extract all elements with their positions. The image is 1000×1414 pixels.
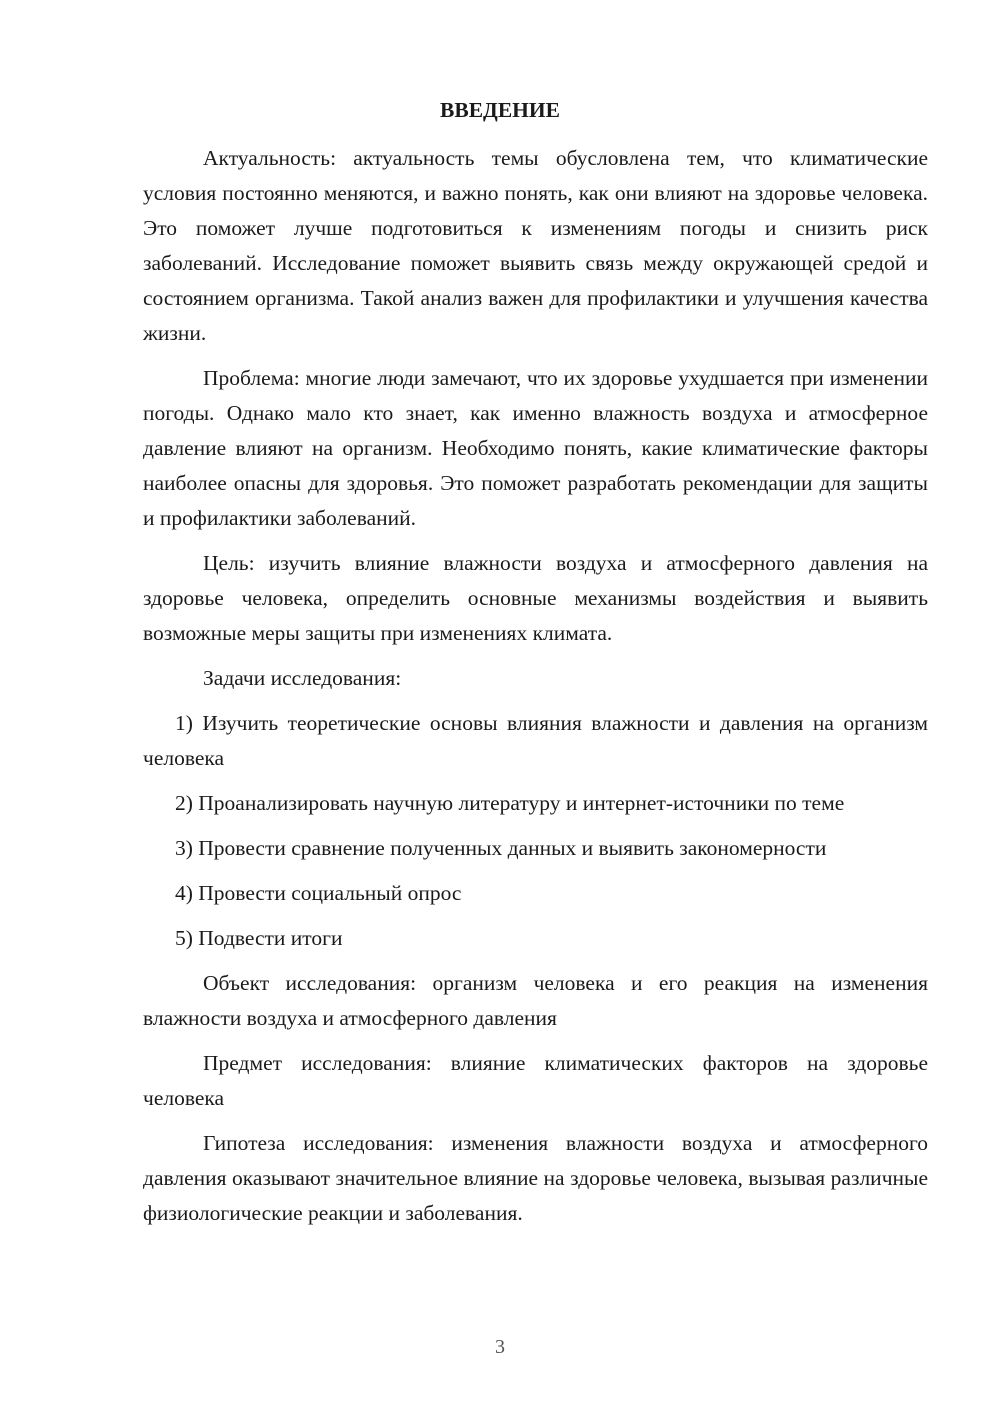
task-item-4: 4) Провести социальный опрос <box>175 881 462 905</box>
task-item-1: 1) Изучить теоретические основы влияния влажности и давления на организм человека <box>143 711 928 770</box>
document-body <box>143 141 928 1241</box>
task-item-3: 3) Провести сравнение полученных данных и выявить закономерности <box>175 836 827 860</box>
task-item-2: 2) Проанализировать научную литературу и интернет-источники по теме <box>175 791 845 815</box>
task-item-5: 5) Подвести итоги <box>175 926 343 950</box>
page-title: ВВЕДЕНИЕ <box>440 98 560 122</box>
paragraph-relevance: Актуальность: актуальность темы обусловлена тем, что климатические условия постоянно меняются, и важно понять, как они влияют на здоровье человека. Это поможет лучше подготовиться к изменениям погоды и снизить риск заболеваний. Исследование поможет выявить связь между окружающей средой и состоянием организма. Такой анализ важен для профилактики и улучшения качества жизни. <box>143 146 928 345</box>
paragraph-tasks-heading: Задачи исследования: <box>203 666 402 690</box>
paragraph-subject: Предмет исследования: влияние климатических факторов на здоровье человека <box>143 1051 928 1110</box>
paragraph-object: Объект исследования: организм человека и его реакция на изменения влажности воздуха и атмосферного давления <box>143 971 928 1030</box>
paragraph-problem: Проблема: многие люди замечают, что их здоровье ухудшается при изменении погоды. Однако мало кто знает, как именно влажность воздуха и атмосферное давление влияют на организм. Необходимо понять, какие климатические факторы наиболее опасны для здоровья. Это поможет разработать рекомендации для защиты и профилактики заболеваний. <box>143 366 928 530</box>
paragraph-hypothesis: Гипотеза исследования: изменения влажности воздуха и атмосферного давления оказывают значительное влияние на здоровье человека, вызывая различные физиологические реакции и заболевания. <box>143 1131 928 1225</box>
paragraph-goal: Цель: изучить влияние влажности воздуха и атмосферного давления на здоровье человека, определить основные механизмы воздействия и выявить возможные меры защиты при изменениях климата. <box>143 551 928 645</box>
page-number: 3 <box>495 1336 505 1358</box>
